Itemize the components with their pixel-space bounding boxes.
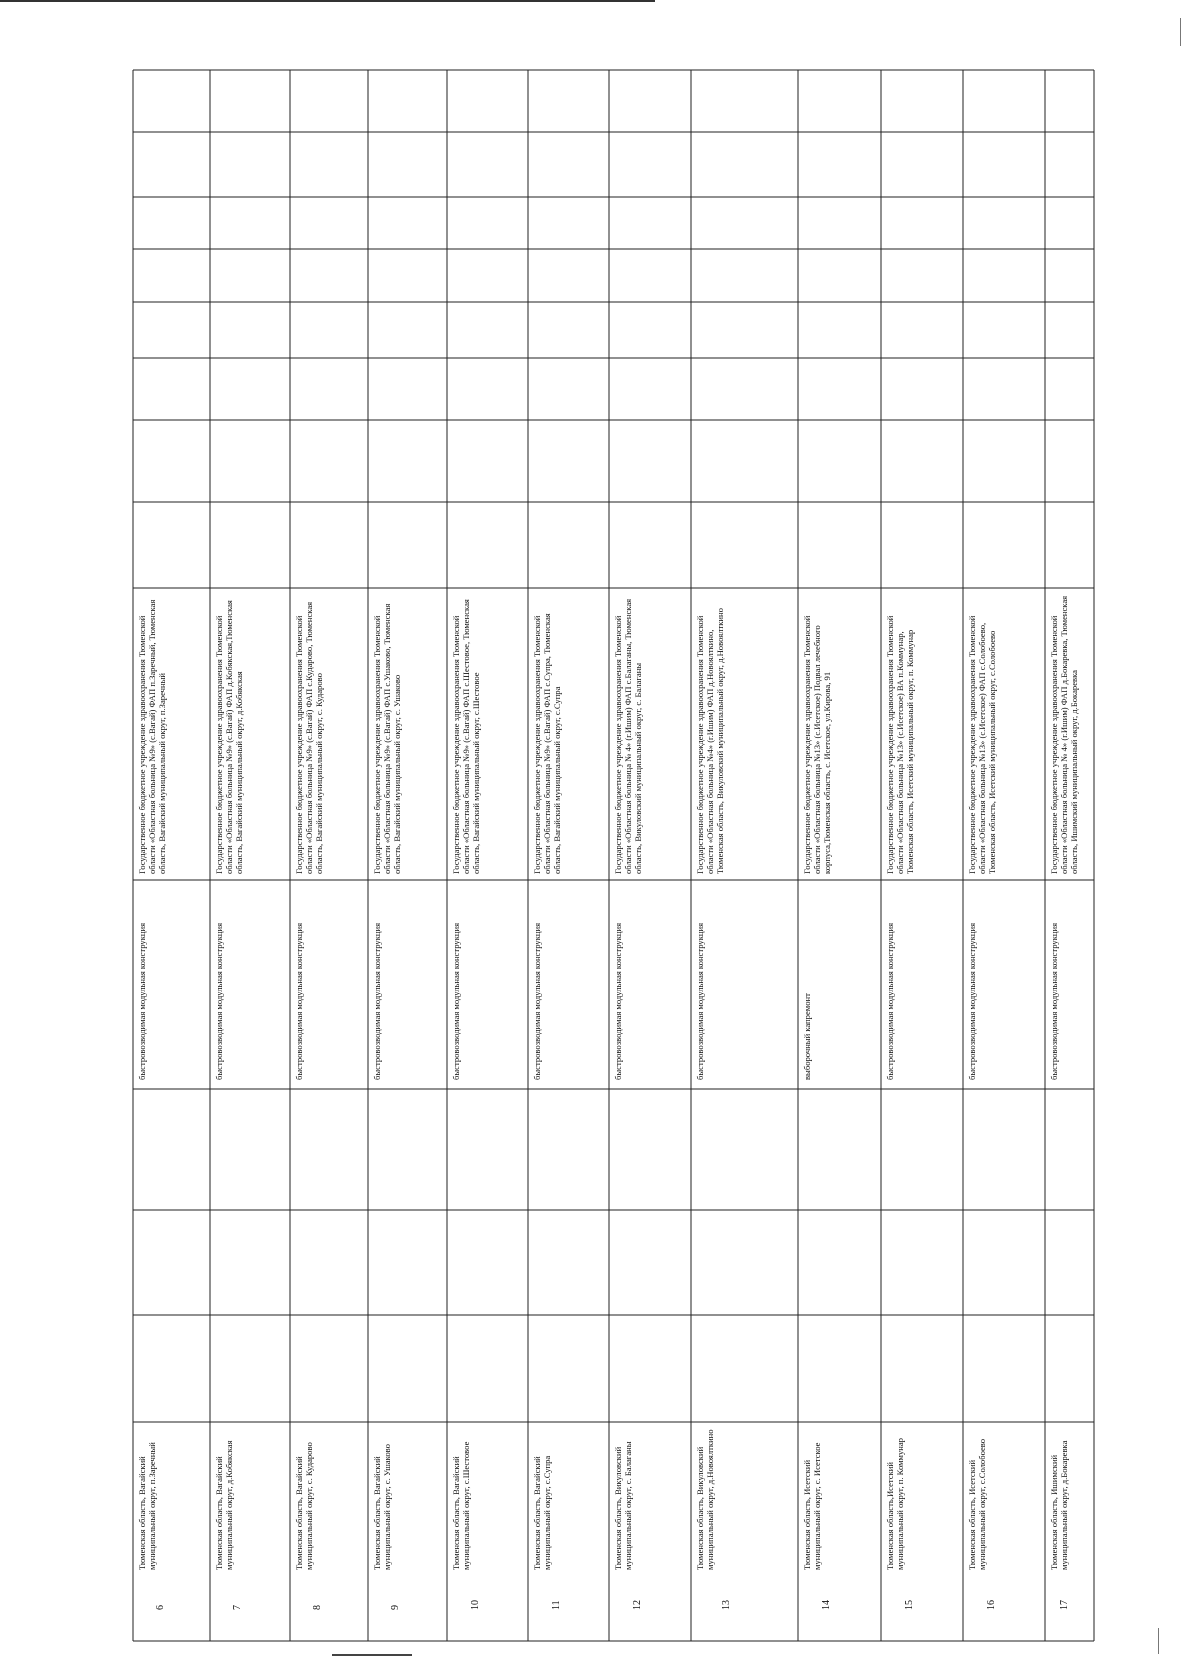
facility-cell: Государственное бюджетное учреждение здравоохранения Тюменской области «Областная больница №13» (с.Исетское) Подвал лечебного корпуса,Тюменская область, с. Исетское, ул.Кирова, 91 xyxy=(802,615,832,874)
construction-type-cell: быстровозводимая модульная конструкция xyxy=(1049,922,1059,1080)
row-number: 9 xyxy=(390,1605,402,1610)
row-number: 11 xyxy=(550,1600,562,1610)
facility-cell: Государственное бюджетное учреждение здравоохранения Тюменской области «Областная больница № 4» (г.Ишим) ФАП д.Бокаревка, Тюменская область, Ишимский муниципальный округ, д.Бокаревка xyxy=(1049,595,1079,874)
construction-type-cell: быстровозводимая модульная конструкция xyxy=(532,922,542,1080)
row-number: 10 xyxy=(469,1600,481,1610)
construction-type-cell: быстровозводимая модульная конструкция xyxy=(214,922,224,1080)
location-cell: Тюменская область, Вагайский муниципальный округ, с.Шестовое xyxy=(451,1441,471,1570)
row-number: 17 xyxy=(1058,1600,1070,1610)
location-cell: Тюменская область, Исетский муниципальный округ, с. Исетское xyxy=(802,1442,822,1570)
location-cell: Тюменская область, Вагайский муниципальный округ, д.Кобякская xyxy=(214,1440,234,1570)
facility-cell: Государственное бюджетное учреждение здравоохранения Тюменской области «Областная больница №9» (с.Вагай) ФАП с.Супра, Тюменская область, Вагайский муниципальный округ, с.Супра xyxy=(532,613,562,874)
row-number: 6 xyxy=(154,1605,166,1610)
row-number: 12 xyxy=(631,1600,643,1610)
location-cell: Тюменская область, Исетский муниципальный округ, с.Солобоево xyxy=(967,1438,987,1570)
location-cell: Тюменская область, Вагайский муниципальный округ, п.Заречный xyxy=(137,1442,157,1570)
facility-cell: Государственное бюджетное учреждение здравоохранения Тюменской области «Областная больница №4» (г.Ишим) ФАП д.Новоялткино, Тюменская область, Викуловский муниципальный округ, д.Новоялткино xyxy=(695,608,725,874)
row-number: 15 xyxy=(903,1600,915,1610)
construction-type-cell: быстровозводимая модульная конструкция xyxy=(885,922,895,1080)
facility-cell: Государственное бюджетное учреждение здравоохранения Тюменской области «Областная больница №9» (с.Вагай) ФАП с.Кударово, Тюменская область, Вагайский муниципальный округ, с. Кударово xyxy=(294,601,324,874)
construction-type-cell: быстровозводимая модульная конструкция xyxy=(451,922,461,1080)
facility-cell: Государственное бюджетное учреждение здравоохранения Тюменской области «Областная больница №13» (с.Исетское) ФАП с.Солобоево, Тюменская область, Исетский муниципальный округ, с.Солобоево xyxy=(967,615,997,874)
location-cell: Тюменская область, Вагайский муниципальный округ, с. Кударово xyxy=(294,1442,314,1570)
row-number: 7 xyxy=(232,1605,244,1610)
construction-type-cell: быстровозводимая модульная конструкция xyxy=(695,922,705,1080)
facility-cell: Государственное бюджетное учреждение здравоохранения Тюменской области «Областная больница №13» (с.Исетское) ВА п.Коммунар, Тюменская область, Исетский муниципальный округ, п. Коммунар xyxy=(885,615,915,874)
location-cell: Тюменская область, Вагайский муниципальный округ, с.Супра xyxy=(532,1455,552,1570)
row-number: 14 xyxy=(821,1600,833,1610)
facility-cell: Государственное бюджетное учреждение здравоохранения Тюменской области «Областная больница №9» (с.Вагай) ФАП д.Кобякская,Тюменская область, Вагайский муниципальный округ, д.Кобякская xyxy=(214,600,244,874)
location-cell: Тюменская область, Викуловский муниципальный округ, д.Новоялткино xyxy=(695,1429,715,1570)
row-number: 8 xyxy=(311,1605,323,1610)
facility-cell: Государственное бюджетное учреждение здравоохранения Тюменской области «Областная больница №9» (с.Вагай) ФАП с.Ушаково, Тюменская область, Вагайский муниципальный округ, с. Ушаково xyxy=(372,603,402,874)
location-cell: Тюменская область, Викуловский муниципальный округ, с. Балаганы xyxy=(613,1441,633,1570)
facility-cell: Государственное бюджетное учреждение здравоохранения Тюменской области «Областная больница №9» (с.Вагай) ФАП с.Шестовое, Тюменская область, Вагайский муниципальный округ, с.Шестовое xyxy=(451,599,481,874)
construction-type-cell: выборочный капремонт xyxy=(802,993,812,1080)
row-number: 13 xyxy=(720,1600,732,1610)
construction-type-cell: быстровозводимая модульная конструкция xyxy=(967,922,977,1080)
location-cell: Тюменская область, Ишимский муниципальный округ, д.Бокаревка xyxy=(1049,1440,1069,1570)
location-cell: Тюменская область, Вагайский муниципальный округ, с. Ушаково xyxy=(372,1444,392,1570)
row-number: 16 xyxy=(985,1600,997,1610)
facility-cell: Государственное бюджетное учреждение здравоохранения Тюменской области «Областная больница № 4» (г.Ишим) ФАП с.Балаганы, Тюменская область, Викуловский муниципальный округ, с. Балаганы xyxy=(613,598,643,874)
construction-type-cell: быстровозводимая модульная конструкция xyxy=(137,922,147,1080)
location-cell: Тюменская область,Исетский муниципальный округ, п. Коммунар xyxy=(885,1438,905,1570)
construction-type-cell: быстровозводимая модульная конструкция xyxy=(294,922,304,1080)
construction-type-cell: быстровозводимая модульная конструкция xyxy=(372,922,382,1080)
construction-type-cell: быстровозводимая модульная конструкция xyxy=(613,922,623,1080)
facility-cell: Государственное бюджетное учреждение здравоохранения Тюменской области «Областная больница №9» (с.Вагай) ФАП п.Заречный, Тюменская область, Вагайский муниципальный округ, п.Заречный xyxy=(137,599,167,874)
